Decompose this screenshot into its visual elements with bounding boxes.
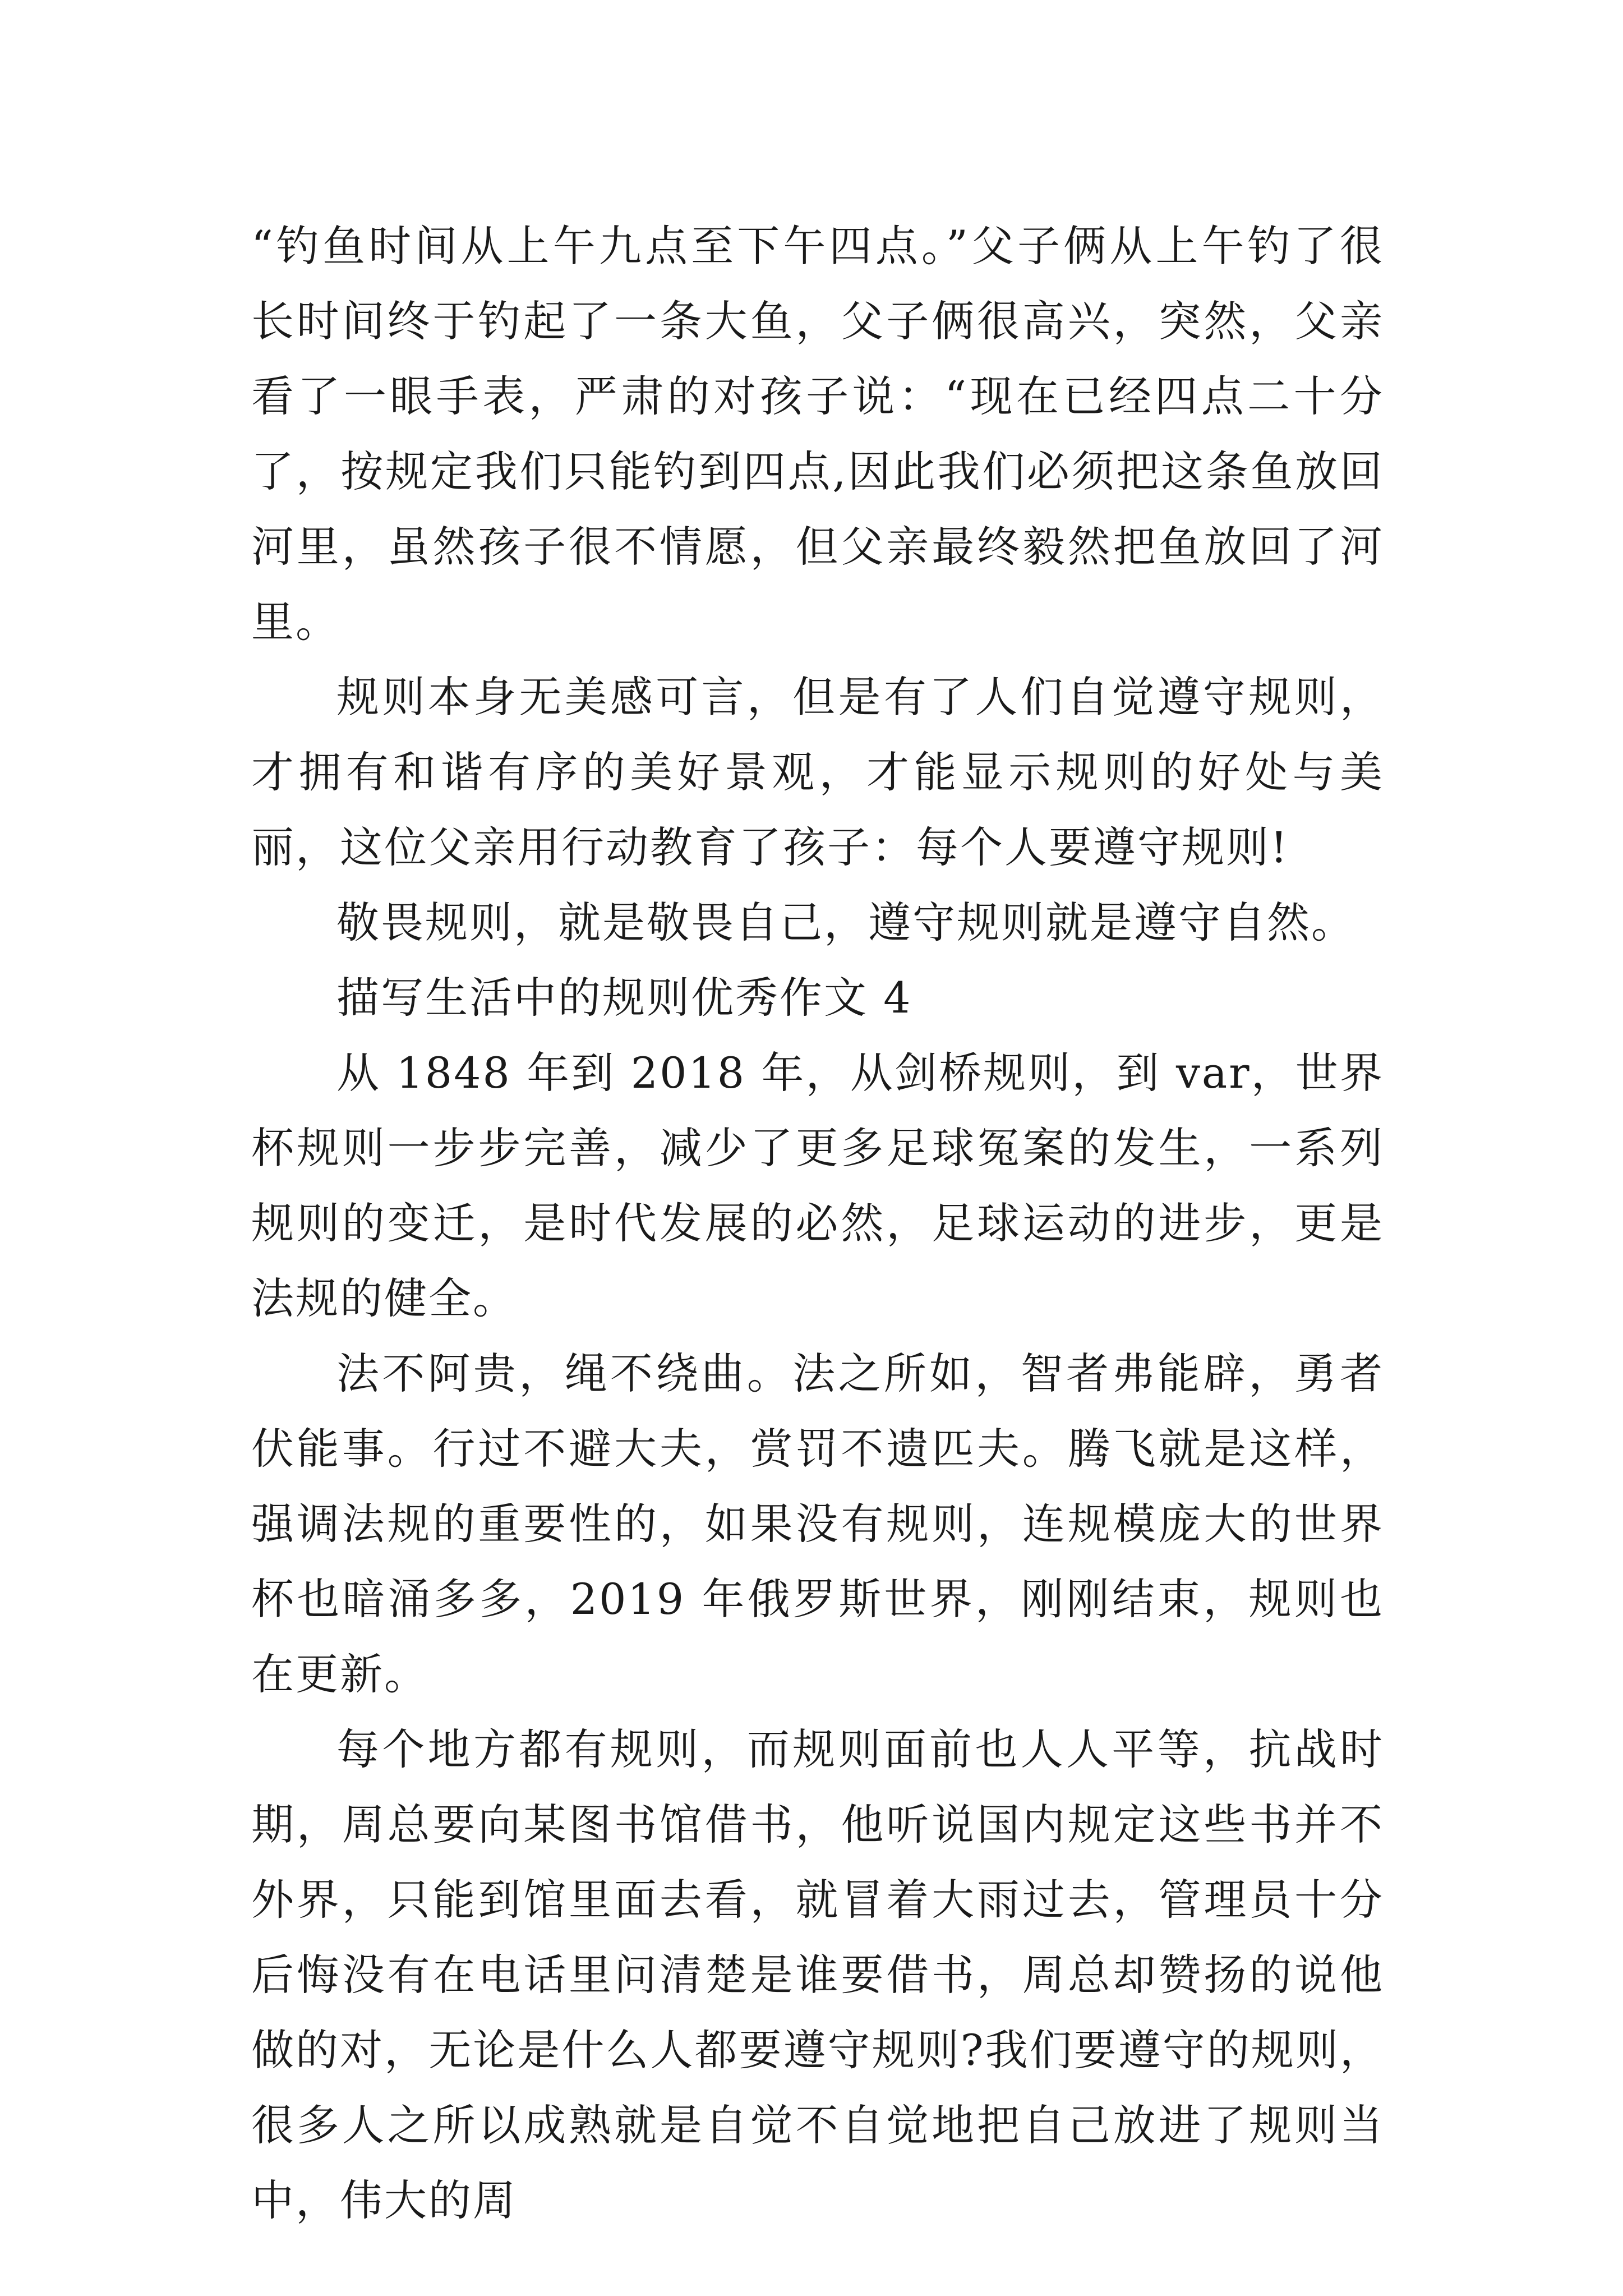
paragraph-respect-rules: 敬畏规则，就是敬畏自己，遵守规则就是遵守自然。 xyxy=(336,898,1355,947)
paragraph-rules-beauty: 规则本身无美感可言，但是有了人们自觉遵守规则，才拥有和谐有序的美好景观，才能显示规则的好处与美丽，这位父亲用行动教育了孩子：每个人要遵守规则! xyxy=(251,672,1384,872)
body-text xyxy=(251,209,1384,2238)
paragraph-library-story: 每个地方都有规则，而规则面前也人人平等，抗战时期，周总要向某图书馆借书，他听说国内规定这些书并不外界，只能到馆里面去看，就冒着大雨过去，管理员十分后悔没有在电话里问清楚是谁要借书，周总却赞扬的说他做的对，无论是什么人都要遵守规则?我们要遵守的规则，很多人之所以成熟就是自觉不自觉地把自己放进了规则当中，伟大的周 xyxy=(251,1724,1384,2225)
paragraph-law-importance: 法不阿贵，绳不绕曲。法之所如，智者弗能辟，勇者伏能事。行过不避大夫，赏罚不遗匹夫。腾飞就是这样，强调法规的重要性的，如果没有规则，连规模庞大的世界杯也暗涌多多，2019 年俄罗斯世界，刚刚结束，规则也在更新。 xyxy=(251,1349,1384,1699)
section-title: 描写生活中的规则优秀作文 4 xyxy=(336,973,912,1023)
paragraph-fishing-story: “钓鱼时间从上午九点至下午四点。”父子俩从上午钓了很长时间终于钓起了一条大鱼，父子俩很高兴，突然，父亲看了一眼手表，严肃的对孩子说：“现在已经四点二十分了，按规定我们只能钓到四点,因此我们必须把这条鱼放回河里，虽然孩子很不情愿，但父亲最终毅然把鱼放回了河里。 xyxy=(251,221,1384,647)
paragraph-world-cup-rules: 从 1848 年到 2018 年，从剑桥规则，到 var，世界杯规则一步步完善，减少了更多足球冤案的发生，一系列规则的变迁，是时代发展的必然，足球运动的进步，更是法规的健全。 xyxy=(251,1048,1384,1323)
